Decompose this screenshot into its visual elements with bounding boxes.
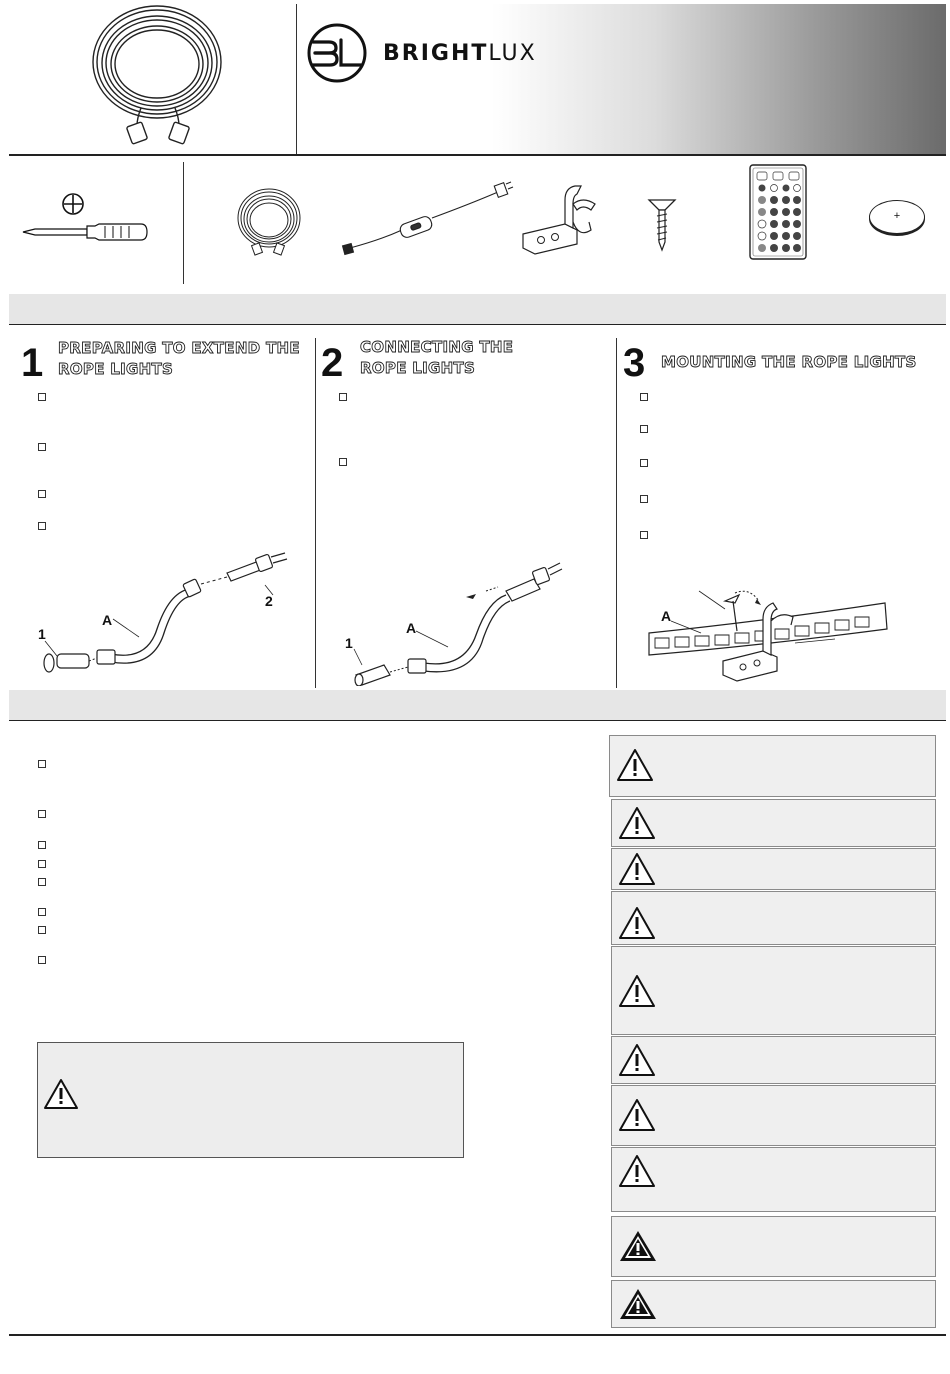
screw-icon bbox=[647, 196, 677, 252]
step-1-checkbox-1[interactable] bbox=[38, 393, 46, 401]
safety-checkbox-8[interactable] bbox=[38, 956, 46, 964]
warning-triangle-icon bbox=[618, 1043, 656, 1077]
rope-light-coil-icon bbox=[235, 184, 303, 264]
safety-checkbox-2[interactable] bbox=[38, 810, 46, 818]
step-2-label-rope: A bbox=[406, 620, 417, 636]
warning-box-7 bbox=[611, 1085, 936, 1146]
step-3-checkbox-3[interactable] bbox=[640, 459, 648, 467]
step-2 bbox=[316, 326, 616, 688]
safety-checkbox-4[interactable] bbox=[38, 860, 46, 868]
step-2-checkbox-2[interactable] bbox=[339, 458, 347, 466]
warning-triangle-icon bbox=[618, 806, 656, 840]
step-1-extension-figure bbox=[29, 551, 309, 686]
battery-plus-label: + bbox=[893, 210, 901, 222]
header bbox=[9, 0, 946, 155]
caution-box bbox=[37, 1042, 464, 1158]
brand-name-bold: BRIGHT bbox=[383, 41, 489, 66]
coin-battery-icon bbox=[869, 200, 925, 234]
warning-triangle-icon bbox=[616, 748, 654, 782]
step-3-checkbox-5[interactable] bbox=[640, 531, 648, 539]
safety-instructions-list bbox=[9, 722, 599, 1022]
step-3-mounting-figure bbox=[645, 581, 925, 686]
warning-box-1 bbox=[609, 735, 936, 797]
section-band-instructions bbox=[9, 294, 946, 325]
step-1-label-rope: A bbox=[102, 612, 113, 628]
warning-triangle-filled-icon bbox=[618, 1229, 658, 1263]
power-cord-controller-icon bbox=[340, 170, 515, 260]
warning-box-3 bbox=[611, 848, 936, 890]
step-2-checkbox-1[interactable] bbox=[339, 393, 347, 401]
safety-checkbox-3[interactable] bbox=[38, 841, 46, 849]
step-1-checkbox-4[interactable] bbox=[38, 522, 46, 530]
phillips-screwdriver-icon bbox=[21, 192, 151, 242]
brand-logo-mark bbox=[303, 22, 371, 84]
remote-control-icon bbox=[749, 164, 807, 260]
rope-light-coil-illustration bbox=[79, 0, 239, 152]
step-3-checkbox-2[interactable] bbox=[640, 425, 648, 433]
section-band-safety bbox=[9, 690, 946, 721]
safety-checkbox-6[interactable] bbox=[38, 908, 46, 916]
warning-triangle-icon bbox=[618, 1154, 656, 1188]
step-2-title-line-1: CONNECTING THE bbox=[360, 338, 514, 356]
warning-box-6 bbox=[611, 1036, 936, 1084]
tools-section bbox=[9, 156, 184, 291]
warning-box-5 bbox=[611, 946, 936, 1035]
step-1-label-end-cap: 1 bbox=[38, 626, 46, 642]
warning-box-9 bbox=[611, 1216, 936, 1277]
warning-triangle-icon bbox=[618, 974, 656, 1008]
safety-checkbox-7[interactable] bbox=[38, 926, 46, 934]
parts-section bbox=[185, 156, 946, 291]
brand-name-light: LUX bbox=[488, 41, 537, 66]
warning-box-10 bbox=[611, 1280, 936, 1328]
step-3-number: 3 bbox=[623, 341, 646, 385]
warning-triangle-filled-icon bbox=[618, 1287, 658, 1321]
step-1-checkbox-2[interactable] bbox=[38, 443, 46, 451]
step-3-label-rope: A bbox=[661, 608, 672, 624]
footer-rule bbox=[9, 1334, 946, 1336]
warning-triangle-icon bbox=[618, 1098, 656, 1132]
safety-checkbox-1[interactable] bbox=[38, 760, 46, 768]
step-1-checkbox-3[interactable] bbox=[38, 490, 46, 498]
step-2-label-end-cap: 1 bbox=[345, 635, 353, 651]
step-1 bbox=[9, 326, 314, 688]
warning-box-4 bbox=[611, 891, 936, 945]
warning-triangle-icon bbox=[43, 1078, 79, 1110]
step-3 bbox=[617, 326, 946, 688]
warning-triangle-icon bbox=[618, 906, 656, 940]
step-1-label-plug: 2 bbox=[265, 593, 273, 609]
mounting-clip-icon bbox=[517, 182, 607, 262]
step-1-number: 1 bbox=[21, 341, 44, 385]
step-3-checkbox-1[interactable] bbox=[640, 393, 648, 401]
warning-box-8 bbox=[611, 1147, 936, 1212]
warning-triangle-icon bbox=[618, 852, 656, 886]
warning-box-2 bbox=[611, 799, 936, 847]
step-3-checkbox-4[interactable] bbox=[640, 495, 648, 503]
brand-name bbox=[383, 41, 537, 66]
step-1-title-line-2: ROPE LIGHTS bbox=[58, 360, 174, 378]
header-gradient-panel bbox=[297, 4, 946, 154]
step-2-number: 2 bbox=[321, 341, 344, 385]
step-2-title-line-2: ROPE LIGHTS bbox=[360, 359, 476, 377]
step-2-connecting-figure bbox=[346, 551, 606, 686]
step-3-title: MOUNTING THE ROPE LIGHTS bbox=[661, 353, 917, 371]
step-1-title-line-1: PREPARING TO EXTEND THE bbox=[58, 339, 300, 357]
safety-checkbox-5[interactable] bbox=[38, 878, 46, 886]
